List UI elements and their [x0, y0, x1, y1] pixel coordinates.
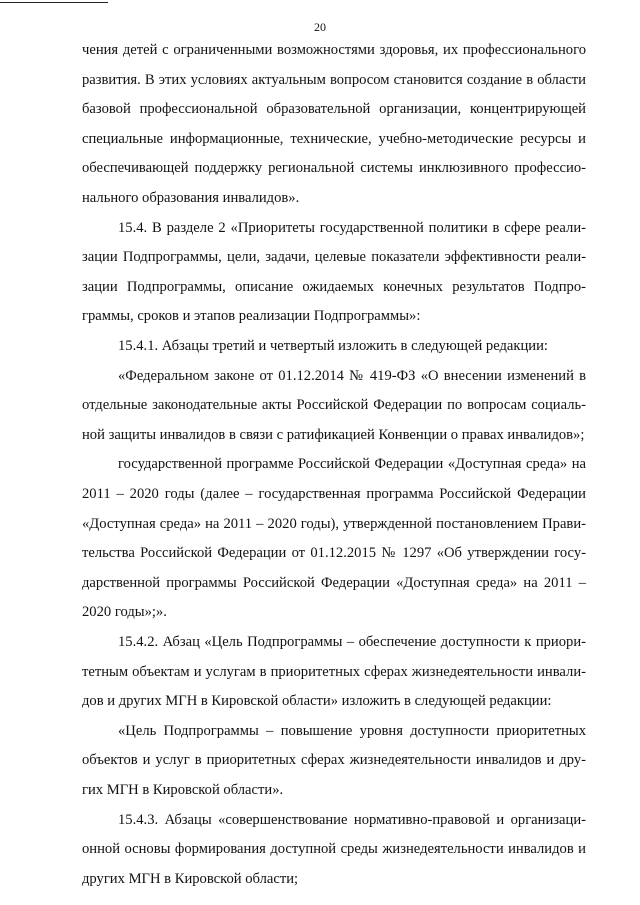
text-line: 15.4.2. Абзац «Цель Подпрограммы – обеспечение доступности к приори- — [118, 634, 586, 650]
text-line: «Федеральном законе от 01.12.2014 № 419-ФЗ «О внесении изменений в — [118, 368, 586, 384]
text-line: тельства Российской Федерации от 01.12.2015 № 1297 «Об утверждении госу- — [82, 545, 586, 561]
page-number: 20 — [314, 20, 326, 34]
text-line: ной защиты инвалидов в связи с ратификацией Конвенции о правах инвалидов»; — [82, 427, 585, 443]
text-line: дарственной программы Российской Федерации «Доступная среда» на 2011 – — [82, 575, 586, 591]
text-line: объектов и услуг в приоритетных сферах жизнедеятельности инвалидов и дру- — [82, 752, 586, 768]
text-line: граммы, сроков и этапов реализации Подпрограммы»: — [82, 308, 421, 324]
text-line: отдельные законодательные акты Российской Федерации по вопросам социаль- — [82, 397, 586, 413]
text-line: базовой профессиональной образовательной организации, концентрирующей — [82, 101, 586, 117]
text-line: нального образования инвалидов». — [82, 190, 300, 206]
text-line: онной основы формирования доступной среды жизнедеятельности инвалидов и — [82, 841, 586, 857]
text-line: дов и других МГН в Кировской области» изложить в следующей редакции: — [82, 693, 552, 709]
text-line: «Доступная среда» на 2011 – 2020 годы), утвержденной постановлением Прави- — [82, 516, 586, 532]
text-line: других МГН в Кировской области; — [82, 871, 299, 887]
text-line: 15.4. В разделе 2 «Приоритеты государственной политики в сфере реали- — [118, 220, 586, 236]
text-line: тетным объектам и услугам в приоритетных сферах жизнедеятельности инвали- — [82, 664, 586, 680]
text-line: развития. В этих условиях актуальным вопросом становится создание в области — [82, 72, 586, 88]
text-line: зации Подпрограммы, описание ожидаемых конечных результатов Подпро- — [82, 279, 586, 295]
text-line: 2020 годы»;». — [82, 604, 167, 620]
text-line: гих МГН в Кировской области». — [82, 782, 284, 798]
text-line: зации Подпрограммы, цели, задачи, целевые показатели эффективности реали- — [82, 249, 586, 265]
text-line: 15.4.3. Абзацы «совершенствование нормативно-правовой и организаци- — [118, 812, 586, 828]
text-line: чения детей с ограниченными возможностями здоровья, их профессионального — [82, 42, 586, 58]
corner-rule — [0, 2, 108, 3]
text-line: обеспечивающей поддержку региональной системы инклюзивного профессио- — [82, 160, 586, 176]
text-line: «Цель Подпрограммы – повышение уровня доступности приоритетных — [118, 723, 586, 739]
text-line: 15.4.1. Абзацы третий и четвертый изложить в следующей редакции: — [118, 338, 548, 354]
text-line: специальные информационные, технические, учебно-методические ресурсы и — [82, 131, 586, 147]
text-line: 2011 – 2020 годы (далее – государственная программа Российской Федерации — [82, 486, 586, 502]
text-line: государственной программе Российской Федерации «Доступная среда» на — [118, 456, 586, 472]
